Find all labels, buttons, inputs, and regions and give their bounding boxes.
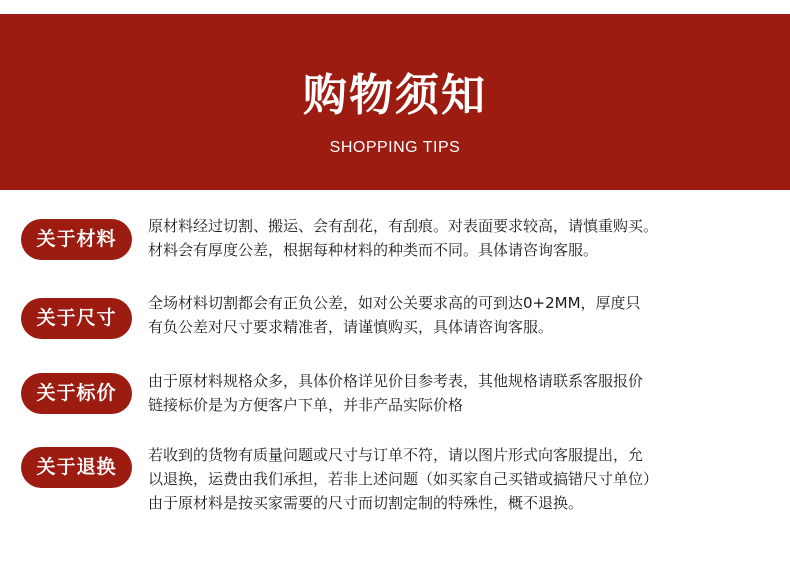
header-banner (0, 14, 790, 190)
text-line: 原材料经过切割、搬运、会有刮花，有刮痕。对表面要求较高，请慎重购买。 (148, 217, 659, 235)
text-line: 材料会有厚度公差，根据每种材料的种类而不同。具体请咨询客服。 (148, 241, 599, 259)
section-text-size (148, 291, 778, 339)
section-badge-returns: 关于退换 (21, 447, 132, 488)
text-line: 以退换，运费由我们承担，若非上述问题（如买家自己买错或搞错尺寸单位） (148, 470, 659, 488)
section-text-returns (148, 443, 778, 515)
page-title: 购物须知 (303, 70, 487, 121)
page-subtitle: SHOPPING TIPS (329, 139, 461, 156)
text-line: 全场材料切割都会有正负公差，如对公关要求高的可到达0+2MM，厚度只 (148, 294, 641, 312)
section-badge-size: 关于尺寸 (21, 298, 132, 339)
text-line: 由于原材料规格众多，具体价格详见价目参考表，其他规格请联系客服报价 (148, 372, 644, 390)
section-text-price (148, 369, 778, 417)
section-badge-materials: 关于材料 (21, 219, 132, 260)
text-line: 链接标价是为方便客户下单，并非产品实际价格 (148, 396, 464, 414)
text-line: 由于原材料是按买家需要的尺寸而切割定制的特殊性，概不退换。 (148, 494, 584, 512)
section-text-materials (148, 214, 778, 262)
text-line: 有负公差对尺寸要求精准者，请谨慎购买，具体请咨询客服。 (148, 318, 554, 336)
section-badge-price: 关于标价 (21, 373, 132, 414)
text-line: 若收到的货物有质量问题或尺寸与订单不符，请以图片形式向客服提出，允 (148, 446, 644, 464)
